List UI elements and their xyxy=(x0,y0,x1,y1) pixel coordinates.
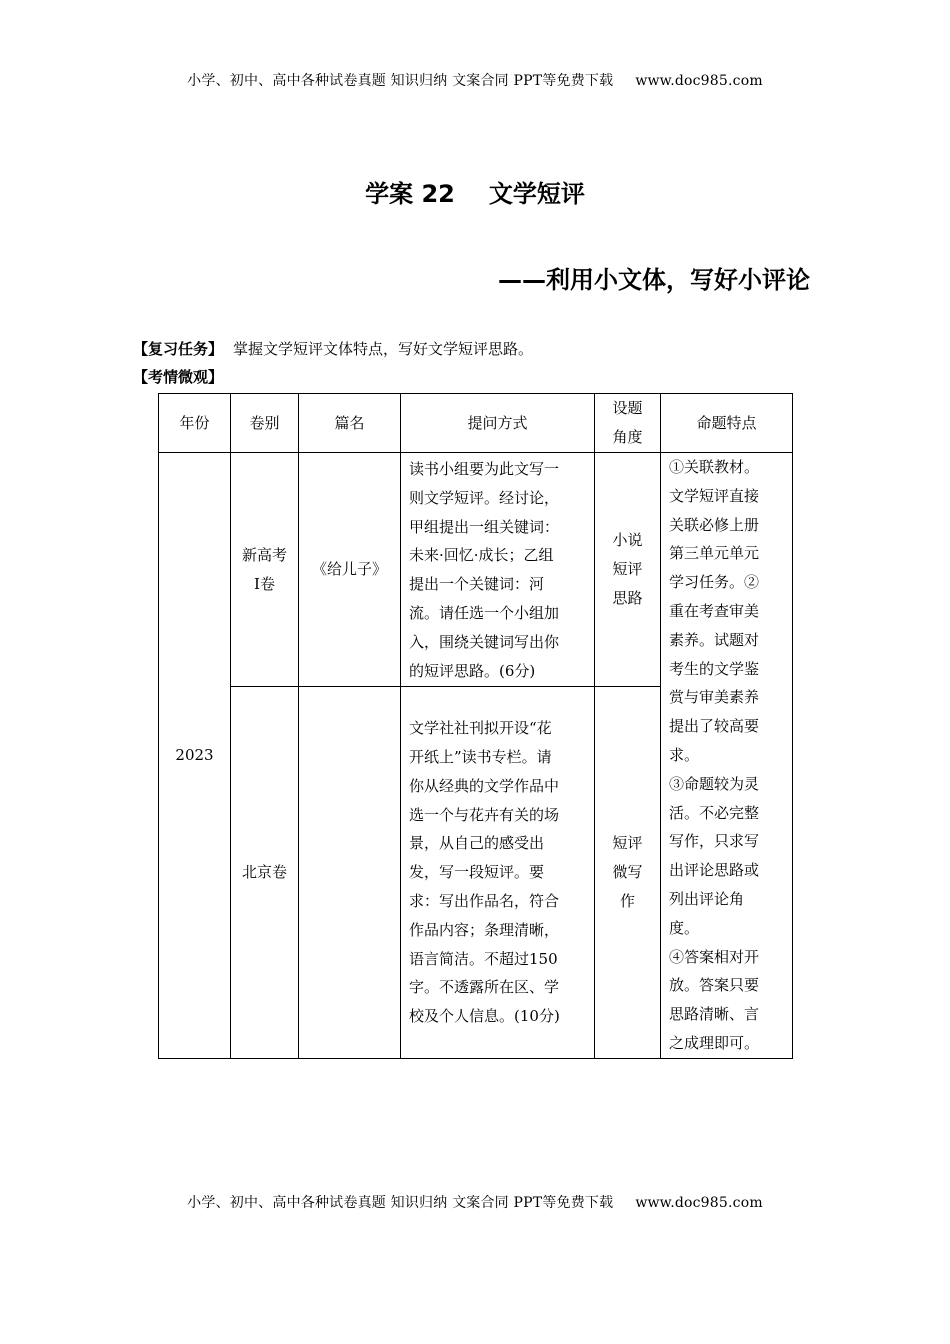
header-features: 命题特点 xyxy=(661,394,793,453)
title-lesson-number: 学案 22 xyxy=(365,180,455,208)
exam-view-label: 【考情微观】 xyxy=(133,368,224,386)
question-cell xyxy=(401,687,595,1058)
features-cell xyxy=(661,453,793,1059)
question-text: 读书小组要为此文写一 则文学短评。经讨论， 甲组提出一组关键词： 未来·回忆·成长；乙组 提出一个关键词：河 流。请任选一个小组加 入，围绕关键词写出你 的短评思路。(6分) xyxy=(409,460,560,680)
header-year: 年份 xyxy=(159,394,231,453)
angle-cell: 小说 短评 思路 xyxy=(595,453,661,687)
paper-cell: 新高考 Ⅰ卷 xyxy=(231,453,299,687)
page-header xyxy=(0,70,950,90)
review-task-section xyxy=(133,338,533,359)
header-text: 小学、初中、高中各种试卷真题 知识归纳 文案合同 PPT等免费下载 xyxy=(187,73,614,89)
angle-cell: 短评 微写 作 xyxy=(595,687,661,1058)
header-site-link[interactable]: www.doc985.com xyxy=(635,73,763,89)
exam-analysis-table xyxy=(158,393,793,1059)
page-title xyxy=(0,174,950,209)
header-question: 提问方式 xyxy=(401,394,595,453)
year-cell: 2023 xyxy=(159,453,231,1059)
title-topic: 文学短评 xyxy=(488,180,585,208)
paper-cell: 北京卷 xyxy=(231,687,299,1058)
question-text: 文学社社刊拟开设“花 开纸上”读书专栏。请 你从经典的文学作品中 选一个与花卉有关的场 景，从自己的感受出 发，写一段短评。要 求：写出作品名，符合 作品内容；条理清晰， 语言简洁。不超过150 字。不透露所在区、学 校及个人信息。(10分) xyxy=(409,719,560,1026)
page-subtitle: ——利用小文体，写好小评论 xyxy=(498,266,810,294)
exam-view-section xyxy=(133,366,223,387)
features-text: ①关联教材。 文学短评直接 关联必修上册 第三单元单元 学习任务。② 重在考查审美 素养。试题对 考生的文学鉴 赏与审美素养 提出了较高要 求。 ③命题较为灵 活。不必完整 写作，只求写 出评论思路或 列出评论角 度。 ④答案相对开 放。答案只要 思路清晰、言 之成理即可。 xyxy=(669,458,760,1052)
review-task-label: 【复习任务】 xyxy=(133,340,224,358)
page-footer xyxy=(0,1192,950,1212)
header-paper: 卷别 xyxy=(231,394,299,453)
footer-site-link[interactable]: www.doc985.com xyxy=(635,1195,763,1211)
header-piece: 篇名 xyxy=(299,394,401,453)
piece-cell xyxy=(299,687,401,1058)
piece-cell: 《给儿子》 xyxy=(299,453,401,687)
review-task-text: 掌握文学短评文体特点，写好文学短评思路。 xyxy=(233,340,534,358)
table-row xyxy=(159,453,793,687)
header-angle: 设题 角度 xyxy=(595,394,661,453)
question-cell xyxy=(401,453,595,687)
footer-text: 小学、初中、高中各种试卷真题 知识归纳 文案合同 PPT等免费下载 xyxy=(187,1195,614,1211)
table-header-row xyxy=(159,394,793,453)
